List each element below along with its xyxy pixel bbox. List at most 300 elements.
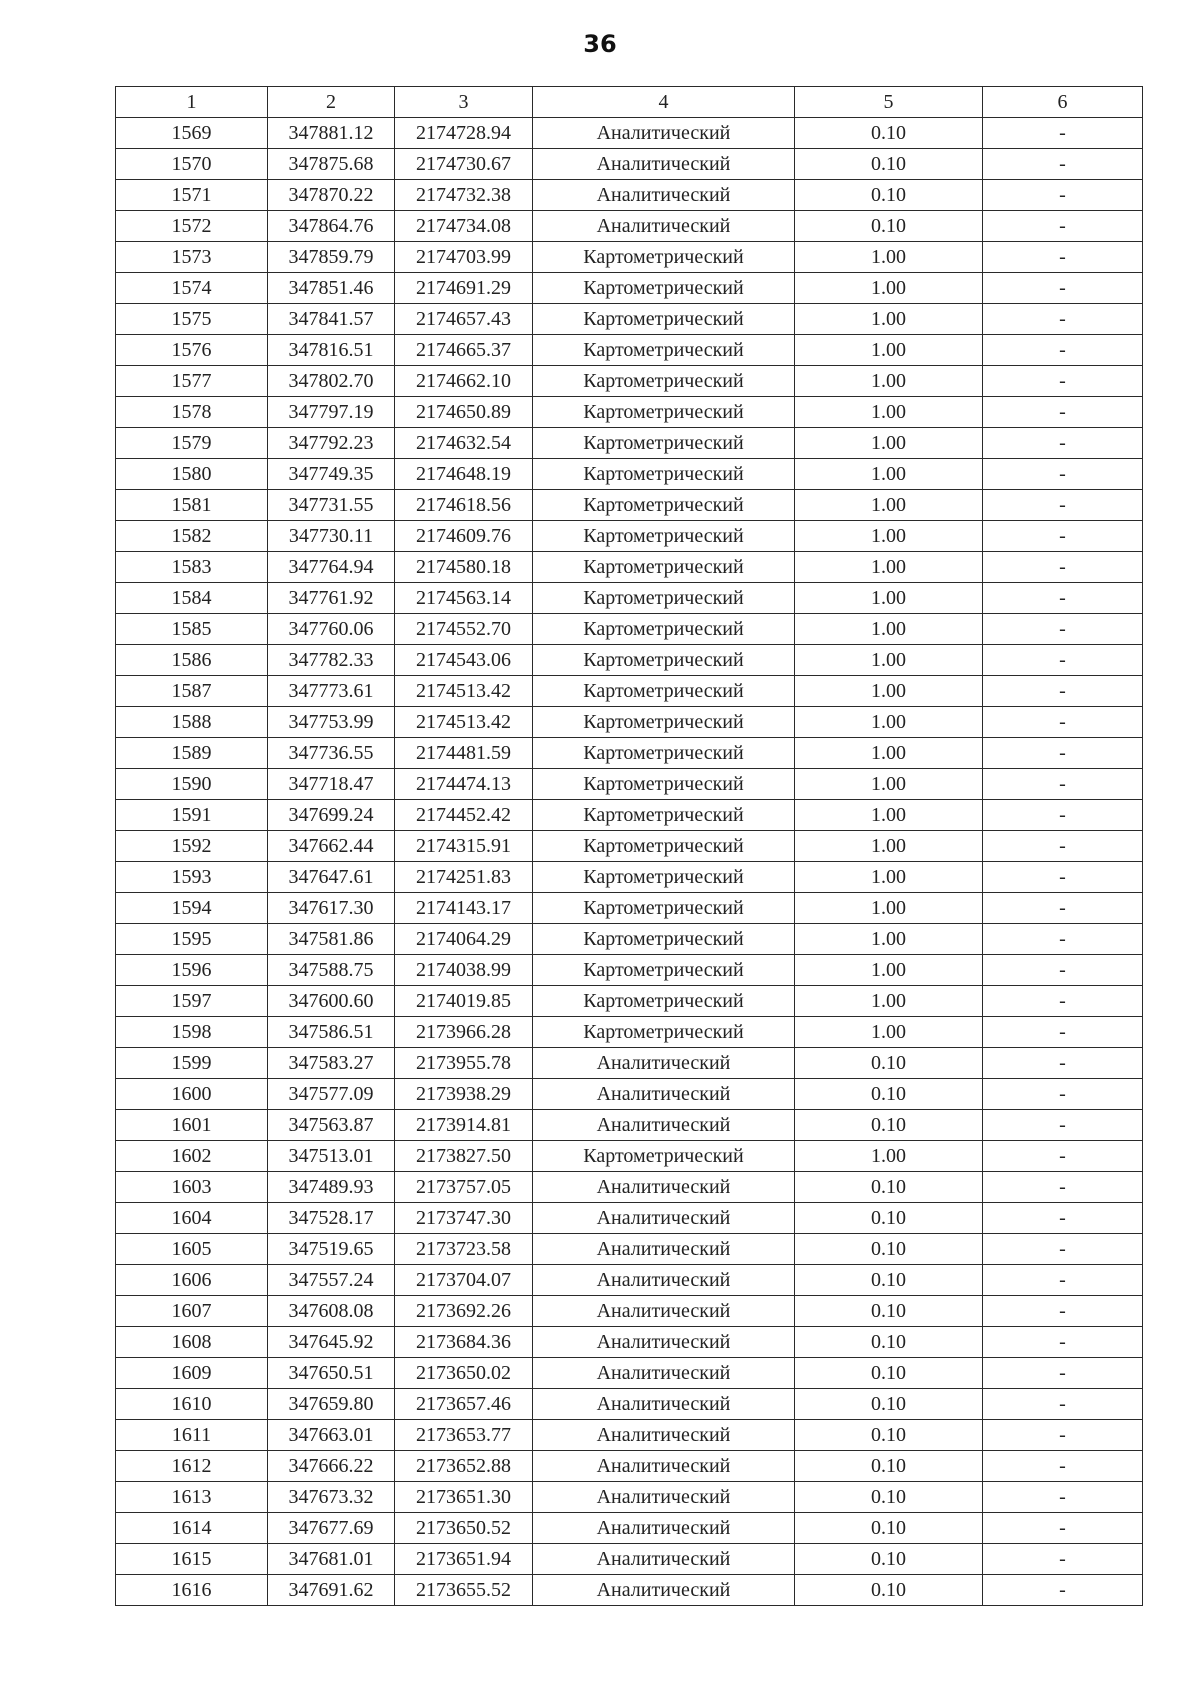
y-coordinate-cell: 2173966.28	[395, 1017, 533, 1048]
x-coordinate-cell: 347881.12	[268, 118, 395, 149]
accuracy-cell: 1.00	[795, 366, 983, 397]
y-coordinate-cell: 2174474.13	[395, 769, 533, 800]
table-row	[116, 1265, 1143, 1296]
x-coordinate-cell: 347870.22	[268, 180, 395, 211]
note-cell: -	[983, 986, 1143, 1017]
method-cell: Аналитический	[533, 1420, 795, 1451]
method-cell: Картометрический	[533, 1141, 795, 1172]
y-coordinate-cell: 2174734.08	[395, 211, 533, 242]
accuracy-cell: 0.10	[795, 1203, 983, 1234]
accuracy-cell: 0.10	[795, 1451, 983, 1482]
table-row	[116, 1048, 1143, 1079]
note-cell: -	[983, 1048, 1143, 1079]
y-coordinate-cell: 2173723.58	[395, 1234, 533, 1265]
x-coordinate-cell: 347557.24	[268, 1265, 395, 1296]
y-coordinate-cell: 2174691.29	[395, 273, 533, 304]
x-coordinate-cell: 347528.17	[268, 1203, 395, 1234]
note-cell: -	[983, 1172, 1143, 1203]
accuracy-cell: 1.00	[795, 335, 983, 366]
method-cell: Картометрический	[533, 1017, 795, 1048]
table-row	[116, 242, 1143, 273]
point-number-cell: 1616	[116, 1575, 268, 1606]
accuracy-cell: 0.10	[795, 1172, 983, 1203]
table-row	[116, 800, 1143, 831]
x-coordinate-cell: 347782.33	[268, 645, 395, 676]
table-row	[116, 583, 1143, 614]
point-number-cell: 1599	[116, 1048, 268, 1079]
note-cell: -	[983, 149, 1143, 180]
point-number-cell: 1587	[116, 676, 268, 707]
method-cell: Аналитический	[533, 1513, 795, 1544]
table-row	[116, 707, 1143, 738]
point-number-cell: 1596	[116, 955, 268, 986]
y-coordinate-cell: 2173955.78	[395, 1048, 533, 1079]
point-number-cell: 1572	[116, 211, 268, 242]
accuracy-cell: 0.10	[795, 1420, 983, 1451]
y-coordinate-cell: 2174657.43	[395, 304, 533, 335]
table-row	[116, 831, 1143, 862]
point-number-cell: 1585	[116, 614, 268, 645]
note-cell: -	[983, 769, 1143, 800]
note-cell: -	[983, 955, 1143, 986]
y-coordinate-cell: 2174730.67	[395, 149, 533, 180]
accuracy-cell: 1.00	[795, 583, 983, 614]
accuracy-cell: 0.10	[795, 1048, 983, 1079]
note-cell: -	[983, 335, 1143, 366]
method-cell: Картометрический	[533, 800, 795, 831]
table-row	[116, 490, 1143, 521]
y-coordinate-cell: 2173651.94	[395, 1544, 533, 1575]
note-cell: -	[983, 1265, 1143, 1296]
accuracy-cell: 1.00	[795, 924, 983, 955]
method-cell: Аналитический	[533, 1172, 795, 1203]
table-row	[116, 335, 1143, 366]
x-coordinate-cell: 347797.19	[268, 397, 395, 428]
point-number-cell: 1611	[116, 1420, 268, 1451]
table-row	[116, 1420, 1143, 1451]
y-coordinate-cell: 2174513.42	[395, 707, 533, 738]
point-number-cell: 1575	[116, 304, 268, 335]
y-coordinate-cell: 2174064.29	[395, 924, 533, 955]
point-number-cell: 1579	[116, 428, 268, 459]
y-coordinate-cell: 2174703.99	[395, 242, 533, 273]
point-number-cell: 1602	[116, 1141, 268, 1172]
table-row	[116, 1544, 1143, 1575]
method-cell: Аналитический	[533, 1296, 795, 1327]
note-cell: -	[983, 118, 1143, 149]
y-coordinate-cell: 2173652.88	[395, 1451, 533, 1482]
x-coordinate-cell: 347677.69	[268, 1513, 395, 1544]
note-cell: -	[983, 1358, 1143, 1389]
accuracy-cell: 1.00	[795, 955, 983, 986]
method-cell: Аналитический	[533, 1327, 795, 1358]
point-number-cell: 1593	[116, 862, 268, 893]
table-row	[116, 149, 1143, 180]
y-coordinate-cell: 2174315.91	[395, 831, 533, 862]
method-cell: Картометрический	[533, 242, 795, 273]
x-coordinate-cell: 347699.24	[268, 800, 395, 831]
coordinates-table	[115, 86, 1143, 1606]
note-cell: -	[983, 304, 1143, 335]
x-coordinate-cell: 347645.92	[268, 1327, 395, 1358]
note-cell: -	[983, 273, 1143, 304]
y-coordinate-cell: 2174563.14	[395, 583, 533, 614]
method-cell: Аналитический	[533, 211, 795, 242]
column-header: 2	[268, 87, 395, 118]
method-cell: Аналитический	[533, 1234, 795, 1265]
note-cell: -	[983, 800, 1143, 831]
accuracy-cell: 1.00	[795, 1017, 983, 1048]
accuracy-cell: 0.10	[795, 1079, 983, 1110]
x-coordinate-cell: 347617.30	[268, 893, 395, 924]
accuracy-cell: 1.00	[795, 645, 983, 676]
accuracy-cell: 0.10	[795, 1358, 983, 1389]
accuracy-cell: 1.00	[795, 893, 983, 924]
table-row	[116, 955, 1143, 986]
method-cell: Картометрический	[533, 769, 795, 800]
x-coordinate-cell: 347519.65	[268, 1234, 395, 1265]
method-cell: Аналитический	[533, 1482, 795, 1513]
note-cell: -	[983, 397, 1143, 428]
accuracy-cell: 0.10	[795, 1234, 983, 1265]
method-cell: Картометрический	[533, 583, 795, 614]
method-cell: Картометрический	[533, 459, 795, 490]
table-row	[116, 211, 1143, 242]
note-cell: -	[983, 1234, 1143, 1265]
method-cell: Аналитический	[533, 1203, 795, 1234]
y-coordinate-cell: 2173657.46	[395, 1389, 533, 1420]
x-coordinate-cell: 347489.93	[268, 1172, 395, 1203]
point-number-cell: 1601	[116, 1110, 268, 1141]
x-coordinate-cell: 347650.51	[268, 1358, 395, 1389]
accuracy-cell: 1.00	[795, 676, 983, 707]
column-header: 4	[533, 87, 795, 118]
column-header: 3	[395, 87, 533, 118]
table-row	[116, 1110, 1143, 1141]
method-cell: Картометрический	[533, 552, 795, 583]
accuracy-cell: 1.00	[795, 1141, 983, 1172]
method-cell: Картометрический	[533, 521, 795, 552]
accuracy-cell: 1.00	[795, 862, 983, 893]
x-coordinate-cell: 347761.92	[268, 583, 395, 614]
table-row	[116, 428, 1143, 459]
y-coordinate-cell: 2174728.94	[395, 118, 533, 149]
method-cell: Аналитический	[533, 1451, 795, 1482]
point-number-cell: 1584	[116, 583, 268, 614]
note-cell: -	[983, 521, 1143, 552]
accuracy-cell: 0.10	[795, 1265, 983, 1296]
point-number-cell: 1603	[116, 1172, 268, 1203]
point-number-cell: 1606	[116, 1265, 268, 1296]
method-cell: Аналитический	[533, 1079, 795, 1110]
point-number-cell: 1612	[116, 1451, 268, 1482]
x-coordinate-cell: 347736.55	[268, 738, 395, 769]
accuracy-cell: 1.00	[795, 521, 983, 552]
x-coordinate-cell: 347583.27	[268, 1048, 395, 1079]
method-cell: Картометрический	[533, 645, 795, 676]
y-coordinate-cell: 2173757.05	[395, 1172, 533, 1203]
method-cell: Картометрический	[533, 986, 795, 1017]
y-coordinate-cell: 2174019.85	[395, 986, 533, 1017]
y-coordinate-cell: 2173653.77	[395, 1420, 533, 1451]
table-row	[116, 1079, 1143, 1110]
note-cell: -	[983, 738, 1143, 769]
table-body	[116, 118, 1143, 1606]
table-row	[116, 273, 1143, 304]
accuracy-cell: 1.00	[795, 490, 983, 521]
x-coordinate-cell: 347816.51	[268, 335, 395, 366]
note-cell: -	[983, 1203, 1143, 1234]
method-cell: Картометрический	[533, 707, 795, 738]
point-number-cell: 1614	[116, 1513, 268, 1544]
accuracy-cell: 0.10	[795, 1544, 983, 1575]
method-cell: Аналитический	[533, 1048, 795, 1079]
accuracy-cell: 0.10	[795, 1110, 983, 1141]
x-coordinate-cell: 347773.61	[268, 676, 395, 707]
point-number-cell: 1574	[116, 273, 268, 304]
note-cell: -	[983, 1327, 1143, 1358]
method-cell: Картометрический	[533, 676, 795, 707]
column-header: 5	[795, 87, 983, 118]
x-coordinate-cell: 347577.09	[268, 1079, 395, 1110]
x-coordinate-cell: 347588.75	[268, 955, 395, 986]
table-row	[116, 397, 1143, 428]
table-row	[116, 1234, 1143, 1265]
table-row	[116, 459, 1143, 490]
x-coordinate-cell: 347673.32	[268, 1482, 395, 1513]
x-coordinate-cell: 347662.44	[268, 831, 395, 862]
page-number: 36	[583, 30, 617, 58]
method-cell: Аналитический	[533, 1358, 795, 1389]
note-cell: -	[983, 1110, 1143, 1141]
point-number-cell: 1589	[116, 738, 268, 769]
method-cell: Аналитический	[533, 1544, 795, 1575]
method-cell: Картометрический	[533, 366, 795, 397]
accuracy-cell: 0.10	[795, 118, 983, 149]
x-coordinate-cell: 347730.11	[268, 521, 395, 552]
accuracy-cell: 1.00	[795, 614, 983, 645]
table-row	[116, 1575, 1143, 1606]
accuracy-cell: 1.00	[795, 738, 983, 769]
note-cell: -	[983, 831, 1143, 862]
point-number-cell: 1591	[116, 800, 268, 831]
table-row	[116, 521, 1143, 552]
table-row	[116, 986, 1143, 1017]
x-coordinate-cell: 347600.60	[268, 986, 395, 1017]
note-cell: -	[983, 459, 1143, 490]
x-coordinate-cell: 347586.51	[268, 1017, 395, 1048]
point-number-cell: 1607	[116, 1296, 268, 1327]
point-number-cell: 1598	[116, 1017, 268, 1048]
point-number-cell: 1583	[116, 552, 268, 583]
method-cell: Аналитический	[533, 180, 795, 211]
column-header: 6	[983, 87, 1143, 118]
y-coordinate-cell: 2174648.19	[395, 459, 533, 490]
accuracy-cell: 1.00	[795, 800, 983, 831]
method-cell: Картометрический	[533, 490, 795, 521]
table-row	[116, 1451, 1143, 1482]
point-number-cell: 1590	[116, 769, 268, 800]
x-coordinate-cell: 347859.79	[268, 242, 395, 273]
note-cell: -	[983, 645, 1143, 676]
y-coordinate-cell: 2173684.36	[395, 1327, 533, 1358]
accuracy-cell: 1.00	[795, 707, 983, 738]
column-header: 1	[116, 87, 268, 118]
method-cell: Картометрический	[533, 428, 795, 459]
y-coordinate-cell: 2174662.10	[395, 366, 533, 397]
point-number-cell: 1569	[116, 118, 268, 149]
point-number-cell: 1573	[116, 242, 268, 273]
x-coordinate-cell: 347718.47	[268, 769, 395, 800]
accuracy-cell: 0.10	[795, 1513, 983, 1544]
point-number-cell: 1578	[116, 397, 268, 428]
point-number-cell: 1571	[116, 180, 268, 211]
note-cell: -	[983, 1079, 1143, 1110]
point-number-cell: 1605	[116, 1234, 268, 1265]
note-cell: -	[983, 1017, 1143, 1048]
point-number-cell: 1594	[116, 893, 268, 924]
y-coordinate-cell: 2174650.89	[395, 397, 533, 428]
accuracy-cell: 1.00	[795, 242, 983, 273]
table-row	[116, 1017, 1143, 1048]
x-coordinate-cell: 347875.68	[268, 149, 395, 180]
point-number-cell: 1570	[116, 149, 268, 180]
note-cell: -	[983, 1544, 1143, 1575]
point-number-cell: 1604	[116, 1203, 268, 1234]
point-number-cell: 1586	[116, 645, 268, 676]
note-cell: -	[983, 676, 1143, 707]
note-cell: -	[983, 893, 1143, 924]
table-row	[116, 1203, 1143, 1234]
x-coordinate-cell: 347753.99	[268, 707, 395, 738]
method-cell: Картометрический	[533, 831, 795, 862]
y-coordinate-cell: 2174665.37	[395, 335, 533, 366]
x-coordinate-cell: 347802.70	[268, 366, 395, 397]
y-coordinate-cell: 2174481.59	[395, 738, 533, 769]
method-cell: Картометрический	[533, 397, 795, 428]
table-row	[116, 676, 1143, 707]
x-coordinate-cell: 347681.01	[268, 1544, 395, 1575]
point-number-cell: 1613	[116, 1482, 268, 1513]
y-coordinate-cell: 2174038.99	[395, 955, 533, 986]
point-number-cell: 1615	[116, 1544, 268, 1575]
accuracy-cell: 0.10	[795, 1389, 983, 1420]
table-row	[116, 1327, 1143, 1358]
method-cell: Картометрический	[533, 335, 795, 366]
point-number-cell: 1600	[116, 1079, 268, 1110]
note-cell: -	[983, 1513, 1143, 1544]
table-row	[116, 304, 1143, 335]
y-coordinate-cell: 2173650.52	[395, 1513, 533, 1544]
note-cell: -	[983, 552, 1143, 583]
method-cell: Картометрический	[533, 273, 795, 304]
table-header-row	[116, 87, 1143, 118]
note-cell: -	[983, 924, 1143, 955]
accuracy-cell: 0.10	[795, 180, 983, 211]
table-row	[116, 1296, 1143, 1327]
method-cell: Аналитический	[533, 118, 795, 149]
y-coordinate-cell: 2174732.38	[395, 180, 533, 211]
x-coordinate-cell: 347581.86	[268, 924, 395, 955]
y-coordinate-cell: 2173655.52	[395, 1575, 533, 1606]
method-cell: Картометрический	[533, 924, 795, 955]
point-number-cell: 1610	[116, 1389, 268, 1420]
y-coordinate-cell: 2173938.29	[395, 1079, 533, 1110]
accuracy-cell: 1.00	[795, 273, 983, 304]
note-cell: -	[983, 1296, 1143, 1327]
method-cell: Картометрический	[533, 862, 795, 893]
y-coordinate-cell: 2173692.26	[395, 1296, 533, 1327]
note-cell: -	[983, 211, 1143, 242]
y-coordinate-cell: 2173651.30	[395, 1482, 533, 1513]
method-cell: Картометрический	[533, 955, 795, 986]
table-row	[116, 645, 1143, 676]
table-row	[116, 614, 1143, 645]
note-cell: -	[983, 366, 1143, 397]
table-row	[116, 1482, 1143, 1513]
x-coordinate-cell: 347691.62	[268, 1575, 395, 1606]
accuracy-cell: 1.00	[795, 304, 983, 335]
point-number-cell: 1580	[116, 459, 268, 490]
note-cell: -	[983, 1575, 1143, 1606]
y-coordinate-cell: 2174632.54	[395, 428, 533, 459]
accuracy-cell: 0.10	[795, 1482, 983, 1513]
x-coordinate-cell: 347659.80	[268, 1389, 395, 1420]
y-coordinate-cell: 2173650.02	[395, 1358, 533, 1389]
y-coordinate-cell: 2174143.17	[395, 893, 533, 924]
y-coordinate-cell: 2173827.50	[395, 1141, 533, 1172]
table-row	[116, 769, 1143, 800]
y-coordinate-cell: 2174251.83	[395, 862, 533, 893]
y-coordinate-cell: 2174513.42	[395, 676, 533, 707]
table-row	[116, 1172, 1143, 1203]
y-coordinate-cell: 2173704.07	[395, 1265, 533, 1296]
x-coordinate-cell: 347563.87	[268, 1110, 395, 1141]
note-cell: -	[983, 614, 1143, 645]
note-cell: -	[983, 1451, 1143, 1482]
x-coordinate-cell: 347760.06	[268, 614, 395, 645]
y-coordinate-cell: 2173914.81	[395, 1110, 533, 1141]
y-coordinate-cell: 2173747.30	[395, 1203, 533, 1234]
note-cell: -	[983, 242, 1143, 273]
point-number-cell: 1592	[116, 831, 268, 862]
table-row	[116, 1513, 1143, 1544]
accuracy-cell: 1.00	[795, 397, 983, 428]
accuracy-cell: 0.10	[795, 1327, 983, 1358]
x-coordinate-cell: 347647.61	[268, 862, 395, 893]
x-coordinate-cell: 347731.55	[268, 490, 395, 521]
y-coordinate-cell: 2174609.76	[395, 521, 533, 552]
note-cell: -	[983, 428, 1143, 459]
accuracy-cell: 0.10	[795, 211, 983, 242]
note-cell: -	[983, 1420, 1143, 1451]
table-row	[116, 738, 1143, 769]
y-coordinate-cell: 2174552.70	[395, 614, 533, 645]
x-coordinate-cell: 347749.35	[268, 459, 395, 490]
method-cell: Картометрический	[533, 893, 795, 924]
accuracy-cell: 1.00	[795, 428, 983, 459]
y-coordinate-cell: 2174452.42	[395, 800, 533, 831]
point-number-cell: 1576	[116, 335, 268, 366]
table-row	[116, 862, 1143, 893]
x-coordinate-cell: 347663.01	[268, 1420, 395, 1451]
method-cell: Аналитический	[533, 1389, 795, 1420]
accuracy-cell: 1.00	[795, 831, 983, 862]
point-number-cell: 1588	[116, 707, 268, 738]
table-row	[116, 1141, 1143, 1172]
method-cell: Аналитический	[533, 1575, 795, 1606]
point-number-cell: 1608	[116, 1327, 268, 1358]
